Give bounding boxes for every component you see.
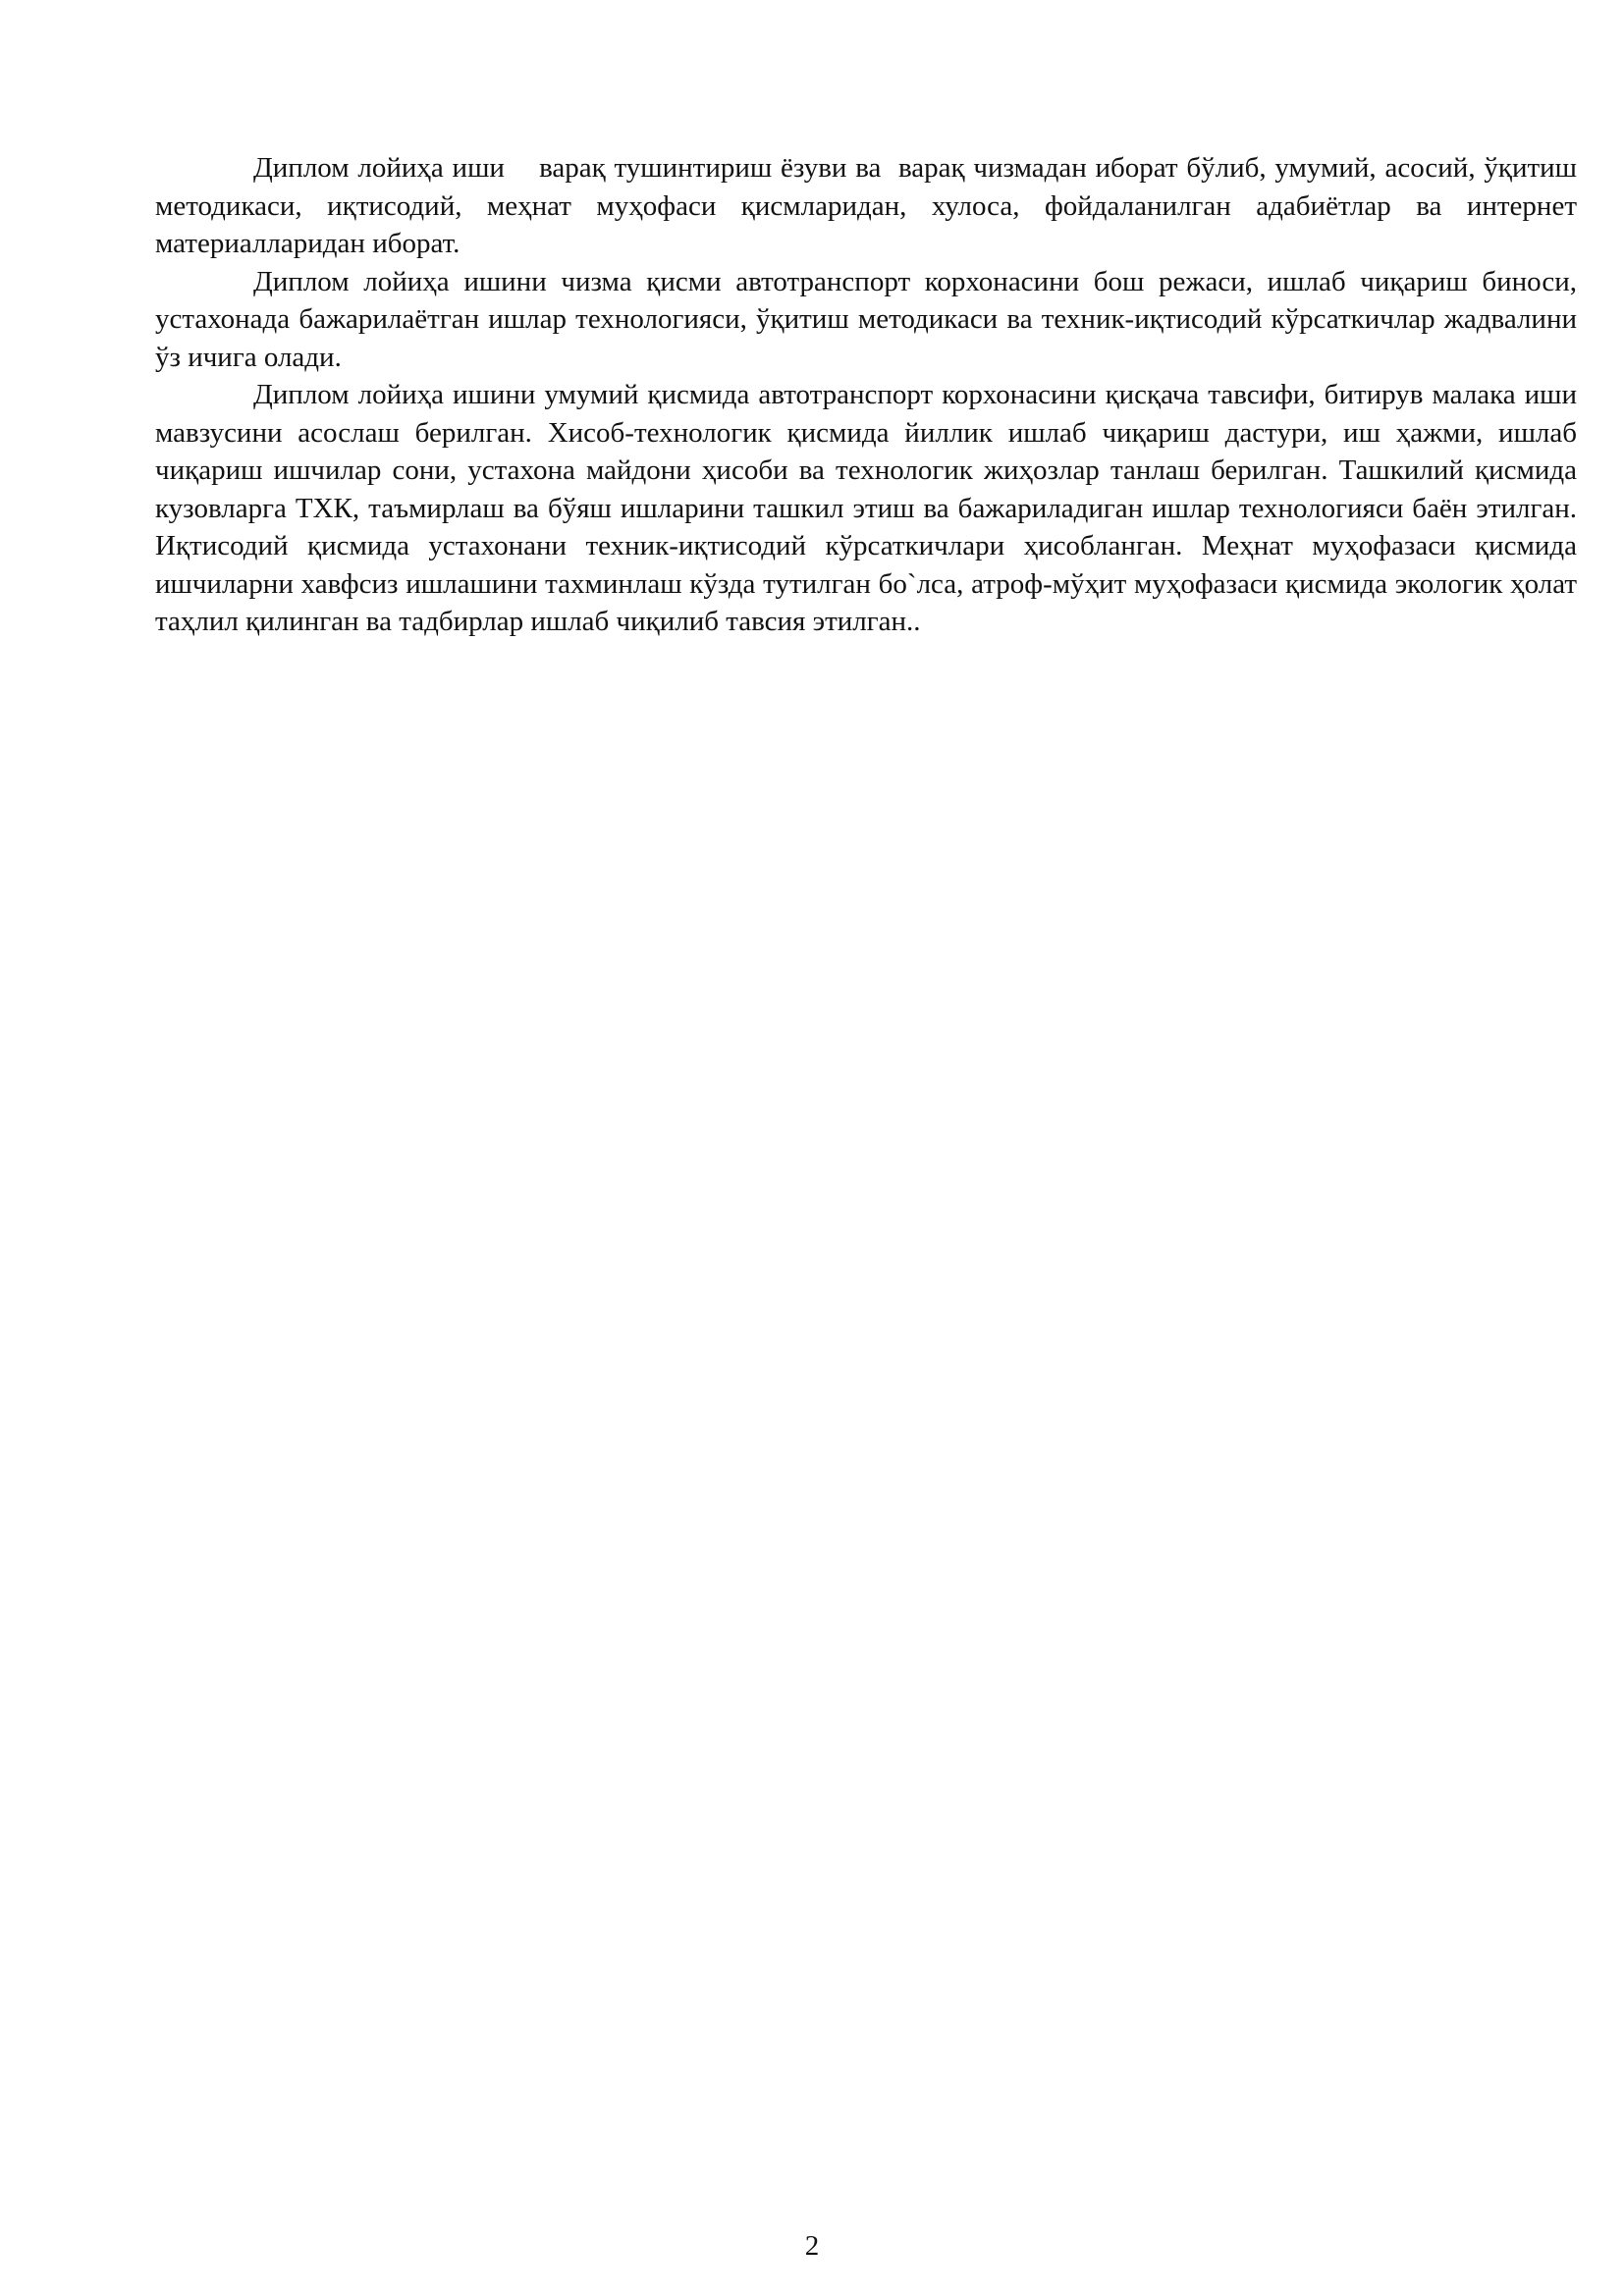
paragraph-2: Диплом лойиҳа ишини чизма қисми автотранспорт корхонасини бош режаси, ишлаб чиқариш биноси, устахонада бажарилаётган ишлар технологияси, ўқитиш методикаси ва техник-иқтисодий кўрсаткичлар жадвалини ўз ичига олади.	[155, 265, 1585, 373]
paragraph-3: Диплом лойиҳа ишини умумий қисмида автотранспорт корхонасини қисқача тавсифи, битирув малака иши мавзусини асослаш берилган. Хисоб-технологик қисмида йиллик ишлаб чиқариш дастури, иш ҳажми, ишлаб чиқариш ишчилар сони, устахона майдони ҳисоби ва технологик жиҳозлар танлаш берилган. Ташкилий қисмида кузовларга ТХК, таъмирлаш ва бўяш ишларини ташкил этиш ва бажариладиган ишлар технологияси баён этилган. Иқтисодий қисмида устахонани техник-иқтисодий кўрсаткичлари ҳисобланган. Меҳнат муҳофазаси қисмида ишчиларни хавфсиз ишлашини тахминлаш кўзда тутилган бо`лса, атроф-мўҳит муҳофазаси қисмида экологик ҳолат таҳлил қилинган ва тадбирлар ишлаб чиқилиб тавсия этилган..	[155, 379, 1585, 637]
paragraph-1: Диплом лойиҳа иши варақ тушинтириш ёзуви ва варақ чизмадан иборат бўлиб, умумий, асосий, ўқитиш методикаси, иқтисодий, меҳнат муҳофаси қисмларидан, хулоса, фойдаланилган адабиётлар ва интернет материалларидан иборат.	[155, 152, 1585, 259]
page-number: 2	[804, 2230, 820, 2262]
body-text	[155, 149, 1585, 641]
